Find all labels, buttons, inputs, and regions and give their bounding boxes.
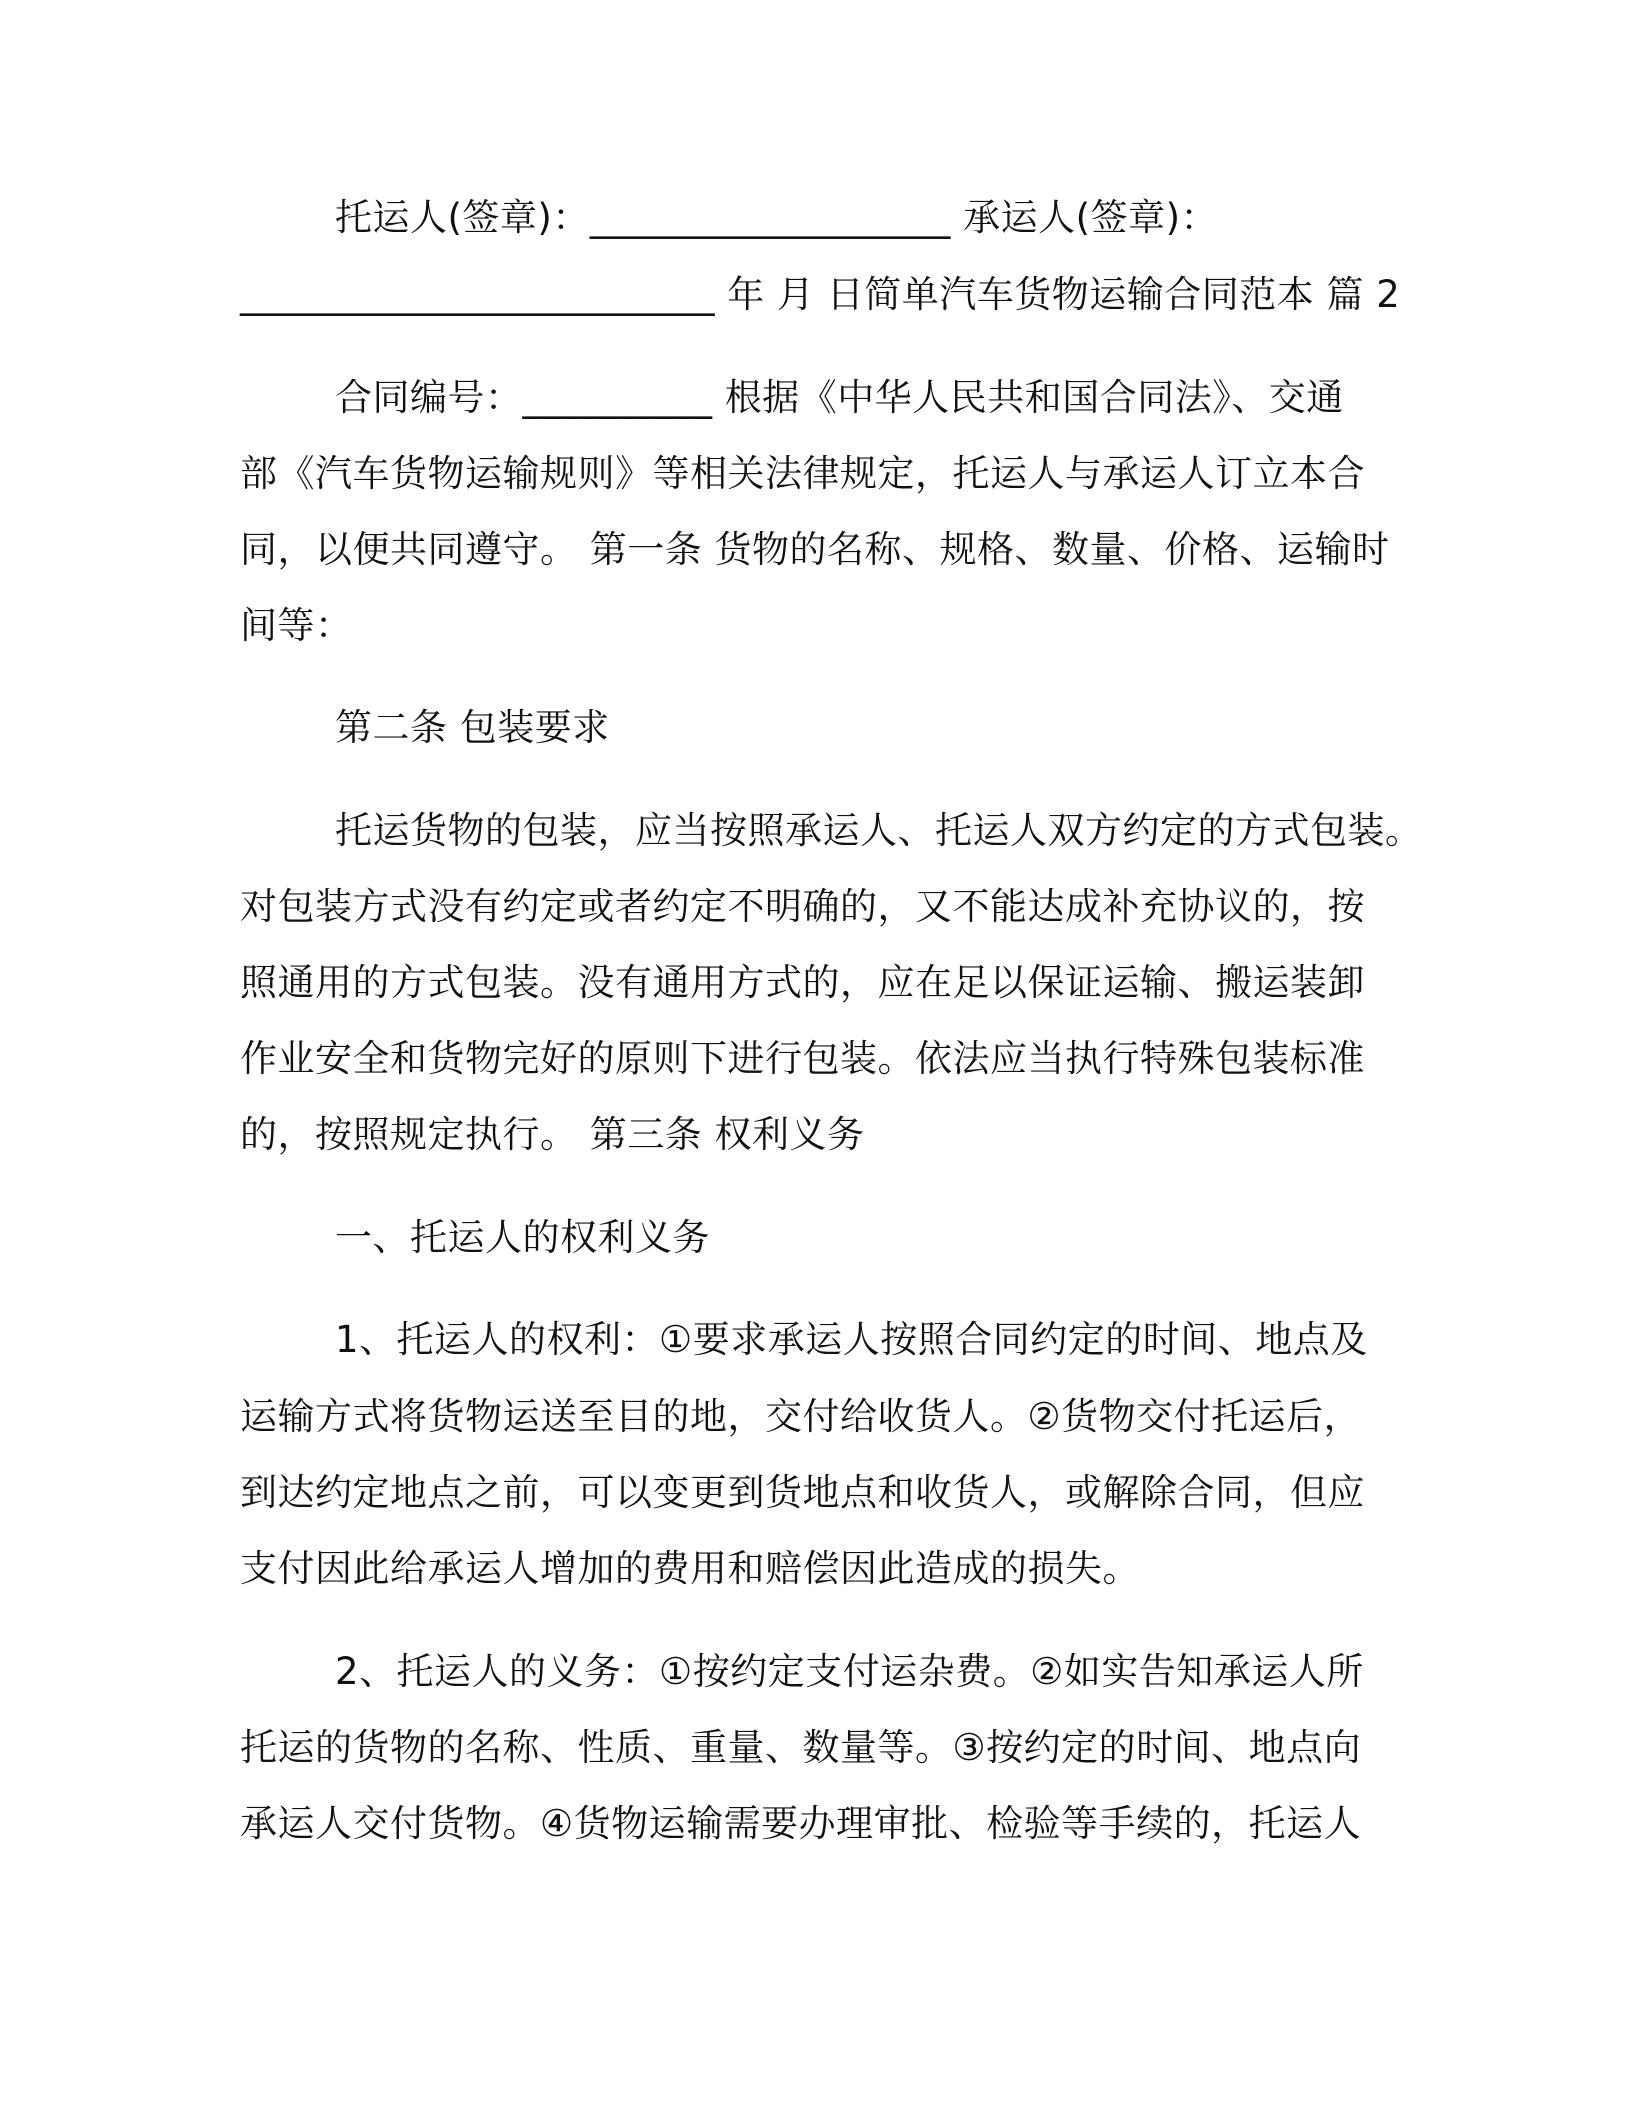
paragraph-line: 合同编号：__________ 根据《中华人民共和国合同法》、交通: [335, 376, 1344, 419]
section-heading: 第二条 包装要求: [335, 706, 610, 749]
paragraph-line: 1、托运人的权利：①要求承运人按照合同约定的时间、地点及: [335, 1318, 1368, 1361]
section-heading: 一、托运人的权利义务: [335, 1216, 710, 1259]
paragraph-line: 托运货物的包装，应当按照承运人、托运人双方约定的方式包装。: [335, 809, 1423, 852]
paragraph-line: 的，按照规定执行。 第三条 权利义务: [240, 1113, 865, 1156]
paragraph-line: 照通用的方式包装。没有通用方式的，应在足以保证运输、搬运装卸: [240, 961, 1365, 1004]
paragraph-line: 间等：: [240, 604, 353, 647]
paragraph-line: 部《汽车货物运输规则》等相关法律规定，托运人与承运人订立本合: [240, 452, 1365, 495]
date-title-line: _________________________ 年 月 日简单汽车货物运输合同范本 篇 2: [240, 273, 1401, 316]
paragraph-line: 作业安全和货物完好的原则下进行包装。依法应当执行特殊包装标准: [240, 1037, 1365, 1080]
paragraph-line: 2、托运人的义务：①按约定支付运杂费。②如实告知承运人所: [335, 1650, 1364, 1693]
paragraph-line: 运输方式将货物运送至目的地，交付给收货人。②货物交付托运后，: [240, 1395, 1362, 1438]
paragraph-line: 托运的货物的名称、性质、重量、数量等。③按约定的时间、地点向: [240, 1726, 1362, 1769]
paragraph-line: 对包装方式没有约定或者约定不明确的，又不能达成补充协议的，按: [240, 885, 1365, 928]
paragraph-line: 到达约定地点之前，可以变更到货地点和收货人，或解除合同，但应: [240, 1471, 1365, 1514]
signature-line: 托运人(签章)：___________________ 承运人(签章)：: [335, 196, 1219, 239]
paragraph-line: 承运人交付货物。④货物运输需要办理审批、检验等手续的，托运人: [240, 1802, 1362, 1845]
paragraph-line: 支付因此给承运人增加的费用和赔偿因此造成的损失。: [240, 1547, 1140, 1590]
paragraph-line: 同，以便共同遵守。 第一条 货物的名称、规格、数量、价格、运输时: [240, 528, 1390, 571]
